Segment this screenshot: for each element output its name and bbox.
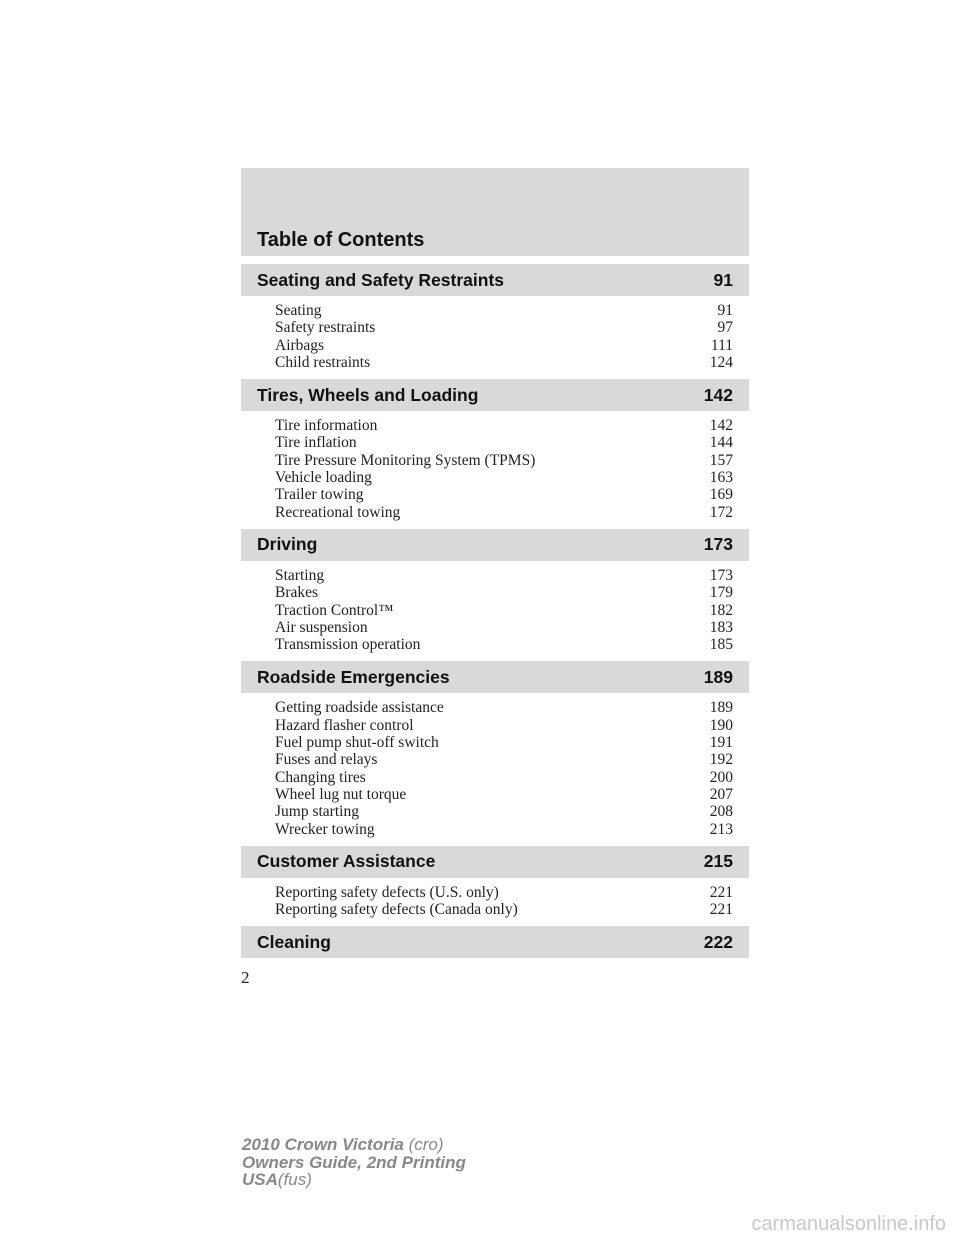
entry-label: Changing tires <box>275 768 366 786</box>
entry-label: Tire inflation <box>275 434 357 452</box>
toc-entry[interactable] <box>275 636 733 653</box>
toc-entry[interactable] <box>275 786 733 803</box>
entry-page: 189 <box>709 699 733 717</box>
section-title: Driving <box>257 534 318 555</box>
toc-entry[interactable] <box>275 337 733 354</box>
entry-page: 207 <box>709 785 733 803</box>
section-entries <box>241 561 749 661</box>
entry-page: 185 <box>709 636 733 654</box>
entry-page: 191 <box>709 734 733 752</box>
entry-label: Tire Pressure Monitoring System (TPMS) <box>275 451 536 469</box>
entry-page: 144 <box>709 434 733 452</box>
section-header[interactable] <box>241 846 749 878</box>
entry-label: Trailer towing <box>275 486 364 504</box>
entry-page: 142 <box>709 417 733 435</box>
entry-label: Fuses and relays <box>275 751 378 769</box>
toc-entry[interactable] <box>275 602 733 619</box>
entry-label: Jump starting <box>275 803 359 821</box>
entry-page: 192 <box>709 751 733 769</box>
toc-entry[interactable] <box>275 751 733 768</box>
entry-label: Tire information <box>275 417 378 435</box>
toc-entry[interactable] <box>275 619 733 636</box>
toc-entry[interactable] <box>275 504 733 521</box>
watermark: carmanualsonline.info <box>751 1213 946 1235</box>
section-header[interactable] <box>241 529 749 561</box>
section-title: Cleaning <box>257 931 331 952</box>
entry-page: 179 <box>709 584 733 602</box>
toc-header-box <box>241 168 749 256</box>
toc-entry[interactable] <box>275 469 733 486</box>
section-entries <box>241 693 749 845</box>
entry-label: Vehicle loading <box>275 469 372 487</box>
section-header[interactable] <box>241 379 749 411</box>
toc-entry[interactable] <box>275 486 733 503</box>
entry-page: 124 <box>709 353 733 371</box>
toc-entry[interactable] <box>275 901 733 918</box>
entry-page: 111 <box>710 336 733 354</box>
entry-page: 221 <box>709 901 733 919</box>
page-number: 2 <box>241 968 250 987</box>
footer-model: 2010 Crown Victoria <box>242 1135 404 1154</box>
entry-page: 213 <box>709 820 733 838</box>
entry-page: 183 <box>709 618 733 636</box>
entry-label: Recreational towing <box>275 503 401 521</box>
toc-entry[interactable] <box>275 769 733 786</box>
entry-label: Wheel lug nut torque <box>275 785 407 803</box>
entry-label: Fuel pump shut-off switch <box>275 734 439 752</box>
footer-market-code: (fus) <box>277 1170 312 1189</box>
section-title: Seating and Safety Restraints <box>257 269 505 290</box>
section-title: Customer Assistance <box>257 851 436 872</box>
toc-entry[interactable] <box>275 354 733 371</box>
toc-entry[interactable] <box>275 302 733 319</box>
entry-page: 208 <box>709 803 733 821</box>
section-page: 142 <box>703 384 733 405</box>
entry-label: Getting roadside assistance <box>275 699 444 717</box>
section-entries <box>241 411 749 529</box>
entry-page: 172 <box>709 503 733 521</box>
entry-label: Reporting safety defects (U.S. only) <box>275 883 499 901</box>
entry-page: 221 <box>709 883 733 901</box>
section-page: 215 <box>703 851 733 872</box>
section-page: 91 <box>713 269 733 290</box>
entry-label: Traction Control™ <box>275 601 394 619</box>
entry-page: 190 <box>709 716 733 734</box>
toc-entry[interactable] <box>275 584 733 601</box>
page-title: Table of Contents <box>257 229 425 251</box>
entry-label: Child restraints <box>275 353 371 371</box>
toc-sections <box>241 264 749 958</box>
toc-entry[interactable] <box>275 699 733 716</box>
entry-label: Wrecker towing <box>275 820 375 838</box>
entry-page: 97 <box>717 319 733 337</box>
toc-entry[interactable] <box>275 452 733 469</box>
entry-page: 169 <box>709 486 733 504</box>
entry-label: Safety restraints <box>275 319 376 337</box>
entry-label: Brakes <box>275 584 319 602</box>
toc-entry[interactable] <box>275 803 733 820</box>
footer-model-code: (cro) <box>408 1135 444 1154</box>
entry-page: 157 <box>709 451 733 469</box>
entry-page: 91 <box>717 302 733 319</box>
entry-label: Air suspension <box>275 618 368 636</box>
toc-entry[interactable] <box>275 319 733 336</box>
toc-entry[interactable] <box>275 884 733 901</box>
section-header[interactable] <box>241 926 749 958</box>
entry-label: Reporting safety defects (Canada only) <box>275 901 518 919</box>
entry-label: Transmission operation <box>275 636 421 654</box>
toc-entry[interactable] <box>275 734 733 751</box>
entry-label: Starting <box>275 566 325 584</box>
entry-label: Seating <box>275 302 322 319</box>
entry-label: Airbags <box>275 336 325 354</box>
toc-entry[interactable] <box>275 821 733 838</box>
entry-page: 200 <box>709 768 733 786</box>
entry-label: Hazard flasher control <box>275 716 414 734</box>
section-entries <box>241 878 749 927</box>
toc-entry[interactable] <box>275 417 733 434</box>
section-page: 173 <box>703 534 733 555</box>
section-title: Tires, Wheels and Loading <box>257 384 479 405</box>
footer-guide: Owners Guide, 2nd Printing <box>242 1152 466 1172</box>
toc-entry[interactable] <box>275 434 733 451</box>
section-header[interactable] <box>241 661 749 693</box>
entry-page: 173 <box>709 566 733 584</box>
section-title: Roadside Emergencies <box>257 666 450 687</box>
section-entries <box>241 296 749 379</box>
section-header[interactable] <box>241 264 749 296</box>
document-footer <box>242 1136 466 1189</box>
section-page: 222 <box>703 931 733 952</box>
toc-entry[interactable] <box>275 567 733 584</box>
entry-page: 163 <box>709 469 733 487</box>
toc-entry[interactable] <box>275 717 733 734</box>
footer-market: USA <box>242 1170 278 1189</box>
section-page: 189 <box>703 666 733 687</box>
entry-page: 182 <box>709 601 733 619</box>
